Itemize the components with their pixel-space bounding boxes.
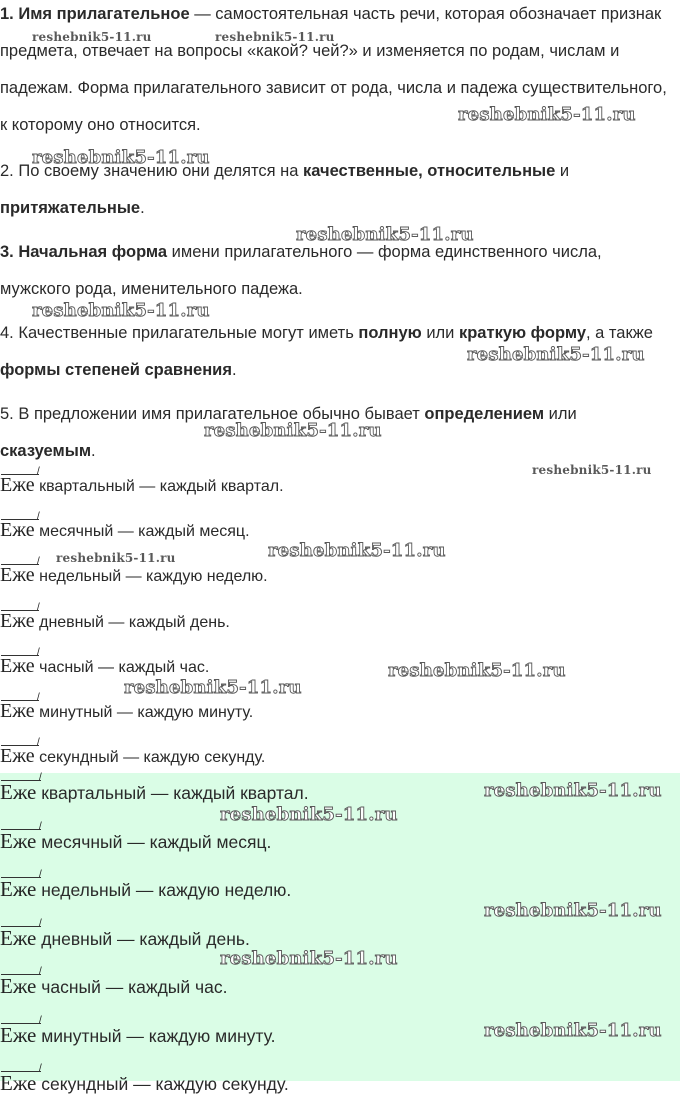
watermark-text: reshebnik5-11.ru (484, 900, 662, 921)
rule-4-term-2: краткую форму (458, 324, 586, 342)
watermark-text: reshebnik5-11.ru (204, 420, 382, 441)
rule-4-text-2: или (421, 324, 459, 342)
prefix-eje (0, 966, 42, 999)
rule-2-text-2: и (555, 162, 570, 180)
prefix-text: Еже (0, 780, 37, 804)
rule-4-term-1: полную (358, 324, 422, 342)
accent-mark: / (39, 966, 42, 977)
rule-2-term-2: притяжательные (0, 199, 141, 217)
overline-mark (1, 926, 41, 927)
watermark-text: reshebnik5-11.ru (268, 540, 446, 561)
watermark-text: reshebnik5-11.ru (32, 30, 152, 44)
prefix-text: Еже (0, 974, 37, 998)
example-text: часный — каждый час. (34, 658, 210, 676)
example-line (0, 772, 309, 805)
example-line (0, 511, 250, 542)
rule-4-end: . (231, 361, 237, 379)
overline-mark (1, 564, 39, 565)
prefix-eje (0, 692, 40, 723)
rule-3-number: 3. (0, 243, 14, 261)
overline-mark (1, 610, 39, 611)
prefix-eje (0, 820, 42, 854)
example-text: минутный — каждую минуту. (34, 704, 254, 721)
accent-mark: / (37, 646, 40, 658)
accent-mark: / (37, 737, 40, 749)
rule-2-number: 2. (0, 162, 14, 180)
example-line (0, 692, 254, 723)
rule-2-end: . (140, 199, 145, 217)
watermark-text: reshebnik5-11.ru (467, 344, 645, 365)
rule-4-text: Качественные прилагательные могут иметь (13, 324, 359, 342)
prefix-text: Еже (0, 925, 37, 950)
watermark-text: reshebnik5-11.ru (484, 1020, 662, 1041)
prefix-text: Еже (0, 564, 35, 587)
prefix-text: Еже (0, 654, 35, 677)
accent-mark: / (37, 601, 40, 613)
accent-mark: / (37, 466, 40, 477)
rule-2-text: По своему значению они делятся на (13, 162, 303, 180)
example-text: дневный — каждый день. (36, 928, 250, 949)
prefix-eje (0, 466, 40, 497)
overline-mark (1, 745, 39, 746)
example-line (0, 466, 284, 497)
example-line (0, 646, 210, 678)
accent-mark: / (37, 556, 40, 568)
rule-2-term-1: качественные, относительные (303, 162, 556, 180)
rule-4-number: 4. (0, 324, 14, 342)
rule-3 (0, 234, 672, 308)
watermark-text: reshebnik5-11.ru (220, 804, 398, 825)
prefix-text: Еже (0, 877, 37, 901)
overline-mark (1, 1071, 41, 1072)
prefix-text: Еже (0, 745, 35, 768)
watermark-text: reshebnik5-11.ru (296, 224, 474, 245)
accent-mark: / (37, 511, 40, 523)
example-text: недельный — каждую неделю. (36, 880, 292, 900)
rule-5-number: 5. (0, 405, 14, 423)
example-line (0, 917, 250, 951)
prefix-eje (0, 1063, 42, 1096)
accent-mark: / (39, 869, 42, 880)
overline-mark (1, 780, 41, 781)
prefix-eje (0, 869, 42, 902)
prefix-text: Еже (0, 519, 35, 542)
accent-mark: / (39, 917, 42, 929)
example-text: дневный — каждый день. (34, 613, 230, 631)
rule-4-text-3: , а также (586, 324, 653, 342)
rule-1-term: Имя прилагательное (18, 5, 190, 23)
watermark-text: reshebnik5-11.ru (215, 30, 335, 44)
overline-mark (1, 877, 41, 878)
accent-mark: / (39, 1063, 42, 1074)
rule-1-text: — самостоятельная часть речи, которая обозначает признак предмета, отвечает на вопросы «какой? чей?» и изменяется по родам, числам и падежам. Форма прилагательного зависит от рода, числа и падежа существительного, к которому оно относится. (0, 5, 667, 134)
example-line (0, 601, 230, 633)
prefix-eje (0, 511, 40, 542)
prefix-text: Еже (0, 828, 37, 853)
watermark-text: reshebnik5-11.ru (388, 660, 566, 681)
rule-4-term-3: формы степеней сравнения (0, 361, 232, 379)
example-text: часный — каждый час. (36, 977, 228, 997)
rule-5-term-1: определением (424, 405, 545, 423)
rule-5-term-2: сказуемым (0, 442, 92, 460)
rule-3-term: Начальная форма (13, 243, 168, 261)
example-text: недельный — каждую неделю. (34, 568, 268, 586)
example-text: месячный — каждый месяц. (34, 523, 250, 541)
example-line (0, 966, 228, 999)
rule-3-text: имени прилагательного — форма единственного числа, мужского рода, именительного падежа. (0, 243, 602, 298)
rule-5-text-2: или (544, 405, 577, 423)
example-text: секундный — каждую секунду. (34, 749, 266, 767)
accent-mark: / (39, 772, 42, 783)
watermark-text: reshebnik5-11.ru (32, 300, 210, 321)
watermark-text: reshebnik5-11.ru (458, 104, 636, 125)
overline-mark (1, 700, 39, 701)
rule-5-end: . (91, 442, 96, 460)
overline-mark (1, 1023, 41, 1024)
watermark-text: reshebnik5-11.ru (32, 147, 210, 168)
prefix-eje (0, 646, 40, 678)
example-text: секундный — каждую секунду. (36, 1074, 289, 1094)
accent-mark: / (39, 1014, 42, 1026)
example-line (0, 1063, 289, 1096)
example-text: квартальный — каждый квартал. (36, 783, 309, 803)
watermark-text: reshebnik5-11.ru (220, 948, 398, 969)
rule-1-number: 1. (0, 5, 14, 23)
prefix-text: Еже (0, 609, 35, 632)
rule-5-text: В предложении имя прилагательное обычно бывает (13, 405, 425, 423)
prefix-eje (0, 772, 42, 805)
accent-mark: / (39, 820, 42, 832)
watermark-text: reshebnik5-11.ru (484, 780, 662, 801)
example-text: месячный — каждый месяц. (36, 831, 272, 852)
prefix-text: Еже (0, 700, 35, 722)
example-line (0, 820, 272, 854)
prefix-text: Еже (0, 474, 35, 496)
prefix-text: Еже (0, 1022, 37, 1047)
overline-mark (1, 829, 41, 830)
watermark-text: reshebnik5-11.ru (56, 551, 176, 565)
prefix-eje (0, 601, 40, 633)
overline-mark (1, 655, 39, 656)
accent-mark: / (37, 692, 40, 703)
overline-mark (1, 519, 39, 520)
overline-mark (1, 974, 41, 975)
example-text: квартальный — каждый квартал. (34, 478, 284, 495)
watermark-text: reshebnik5-11.ru (532, 463, 652, 477)
prefix-eje (0, 917, 42, 951)
prefix-eje (0, 556, 40, 587)
overline-mark (1, 474, 39, 475)
prefix-text: Еже (0, 1071, 37, 1095)
example-line (0, 737, 266, 768)
example-line (0, 1014, 276, 1048)
prefix-eje (0, 1014, 42, 1048)
example-text: минутный — каждую минуту. (36, 1025, 276, 1046)
prefix-eje (0, 737, 40, 768)
example-line (0, 869, 292, 902)
watermark-text: reshebnik5-11.ru (124, 677, 302, 698)
